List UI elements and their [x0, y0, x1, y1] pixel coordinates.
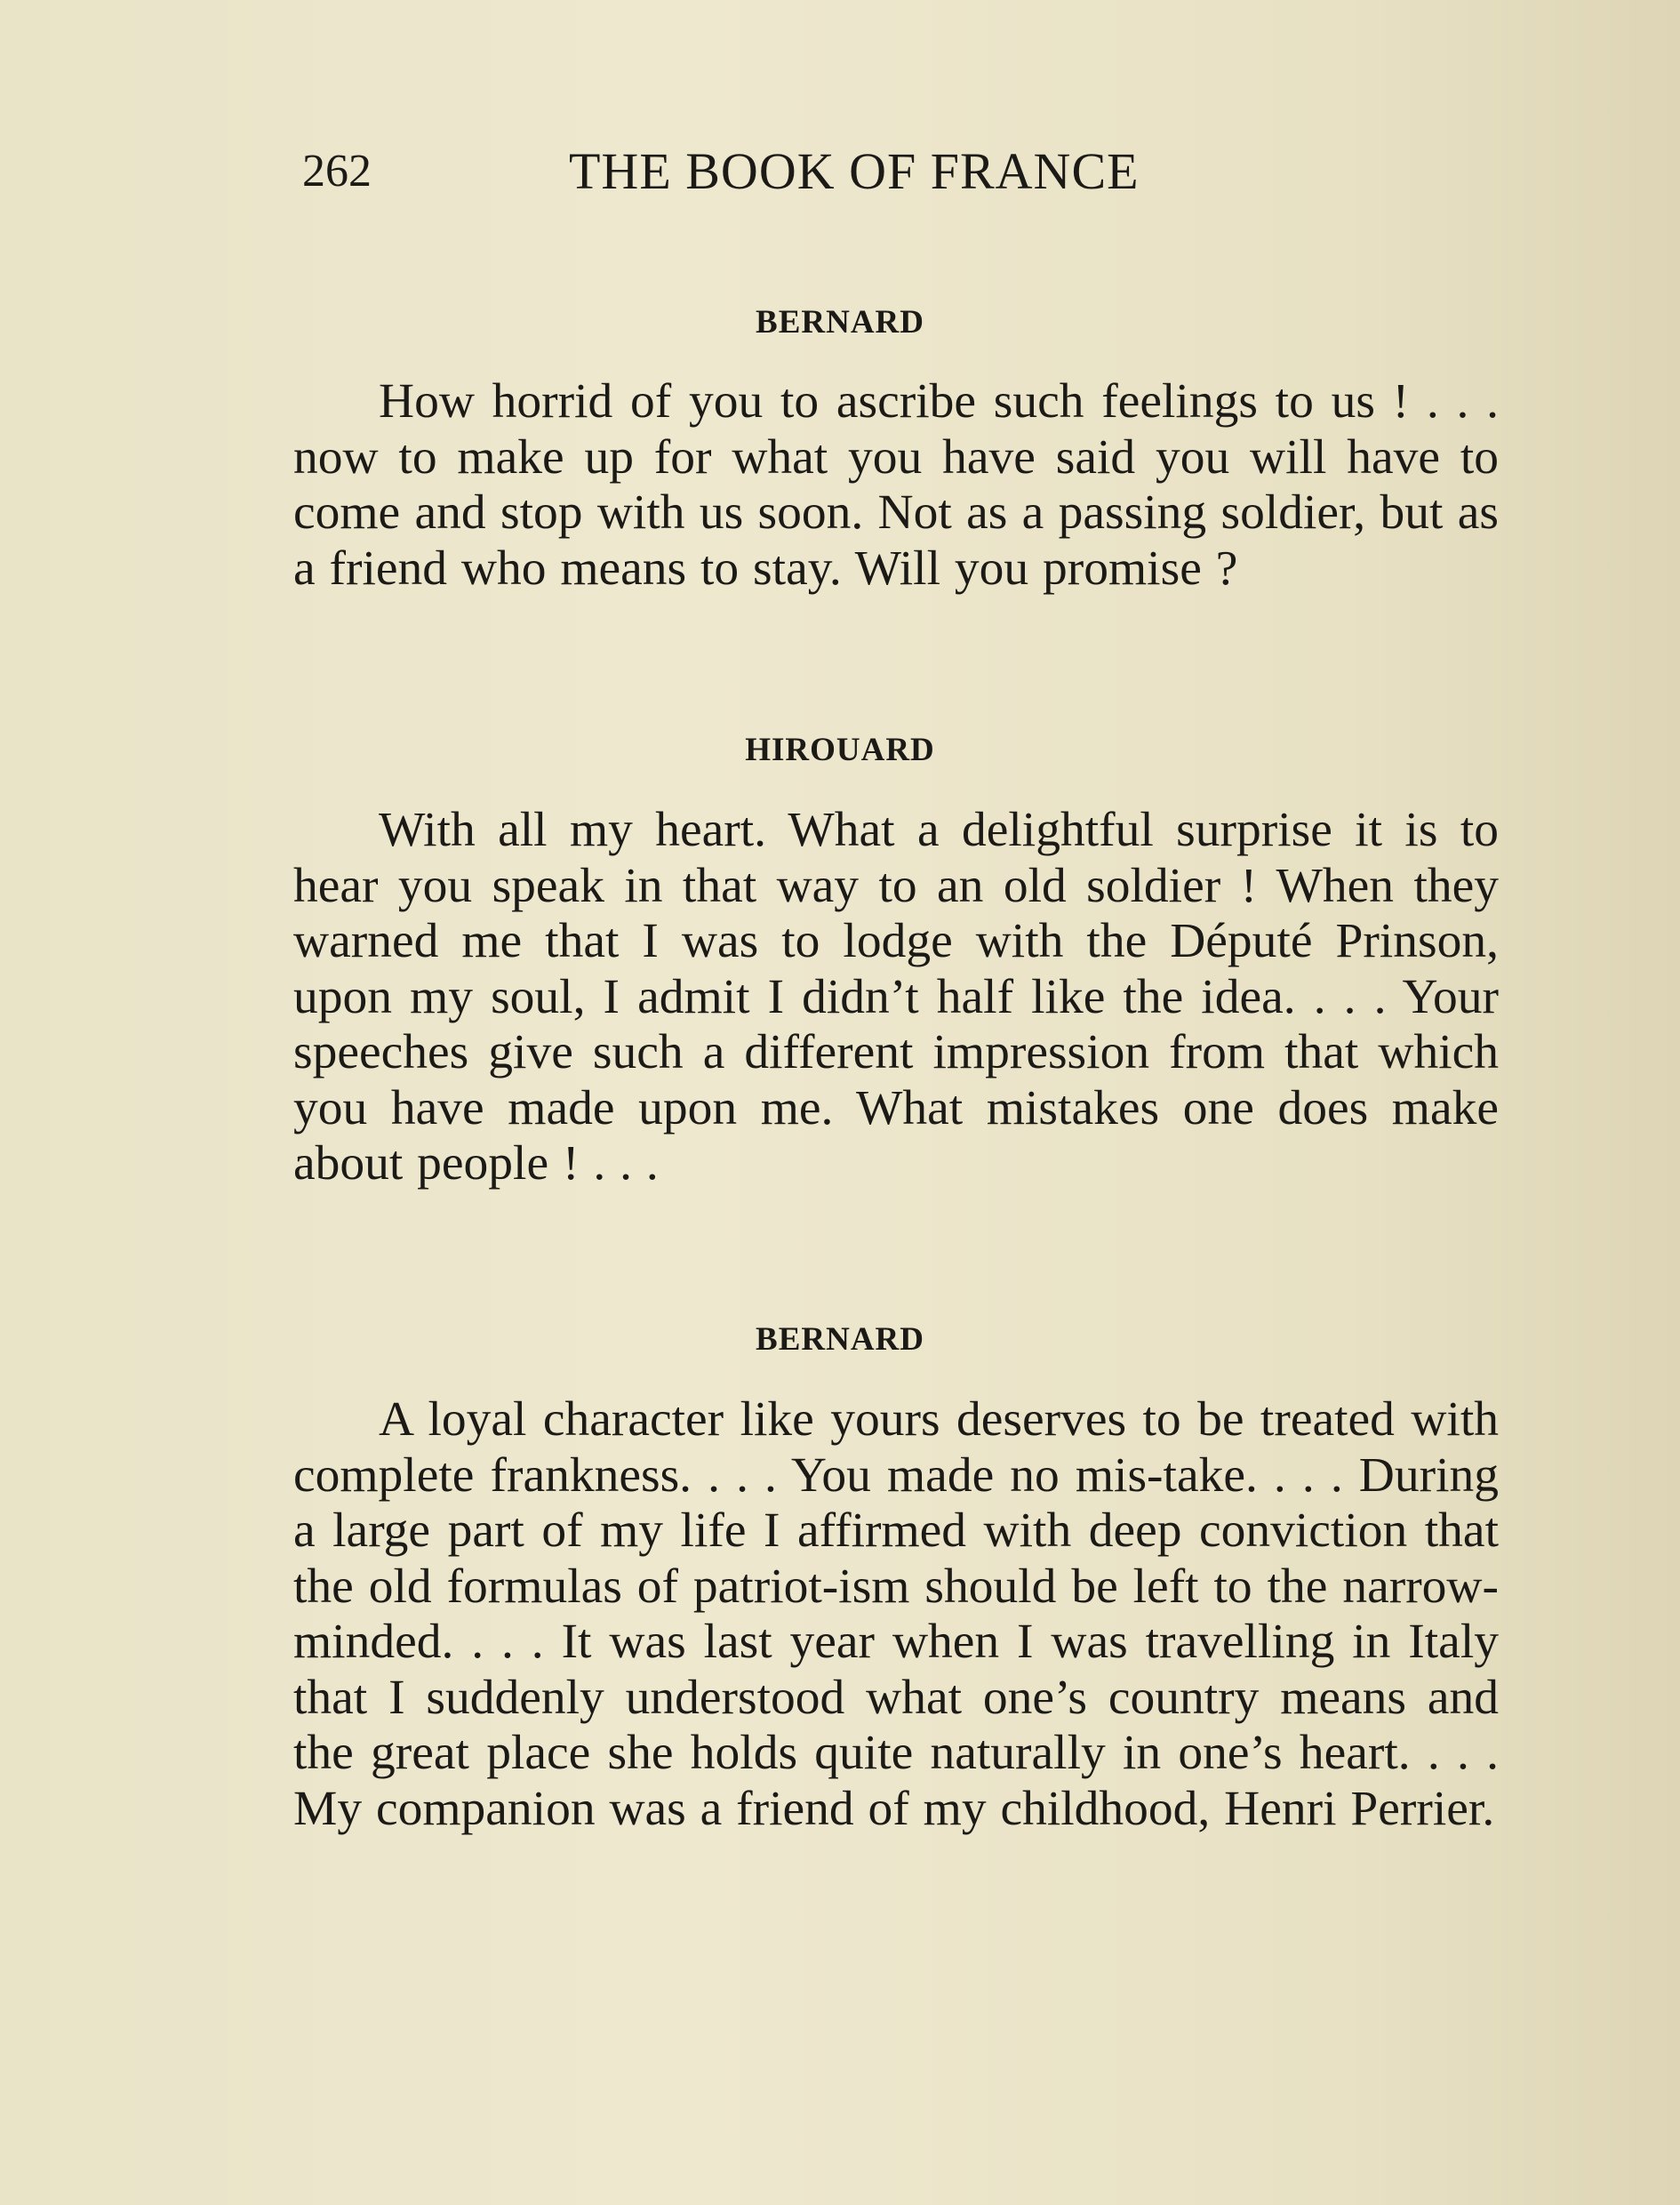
speech-paragraph: With all my heart. What a delightful surprise it is to hear you speak in that way to an old soldier ! When they warned me that I was to lodge with the Député Prinson, upon my soul, I admit I didn’t half like the idea. . . . Your speeches give such a different impression from that which you have made upon me. What mistakes one does make about people ! . . . — [293, 803, 1499, 1191]
speaker-name: BERNARD — [756, 1321, 924, 1358]
speaker-name: HIROUARD — [745, 732, 935, 768]
running-head — [302, 140, 1502, 203]
speech-paragraph: How horrid of you to ascribe such feelings to us ! . . . now to make up for what you have said you will have to come and stop with us soon. Not as a passing soldier, but as a friend who means to stay. Will you promise ? — [293, 374, 1499, 596]
speech-paragraph: A loyal character like yours deserves to be treated with complete frankness. . . . You made no mis-take. . . . During a large part of my life I affirmed with deep conviction that the old formulas of patriot-ism should be left to the narrow-minded. . . . It was last year when I was travelling in Italy that I suddenly understood what one’s country means and the great place she holds quite naturally in one’s heart. . . . My companion was a friend of my childhood, Henri Perrier. — [293, 1392, 1499, 1836]
speaker-name: BERNARD — [756, 304, 924, 341]
book-title: THE BOOK OF FRANCE — [569, 142, 1140, 200]
page-number: 262 — [302, 146, 372, 196]
